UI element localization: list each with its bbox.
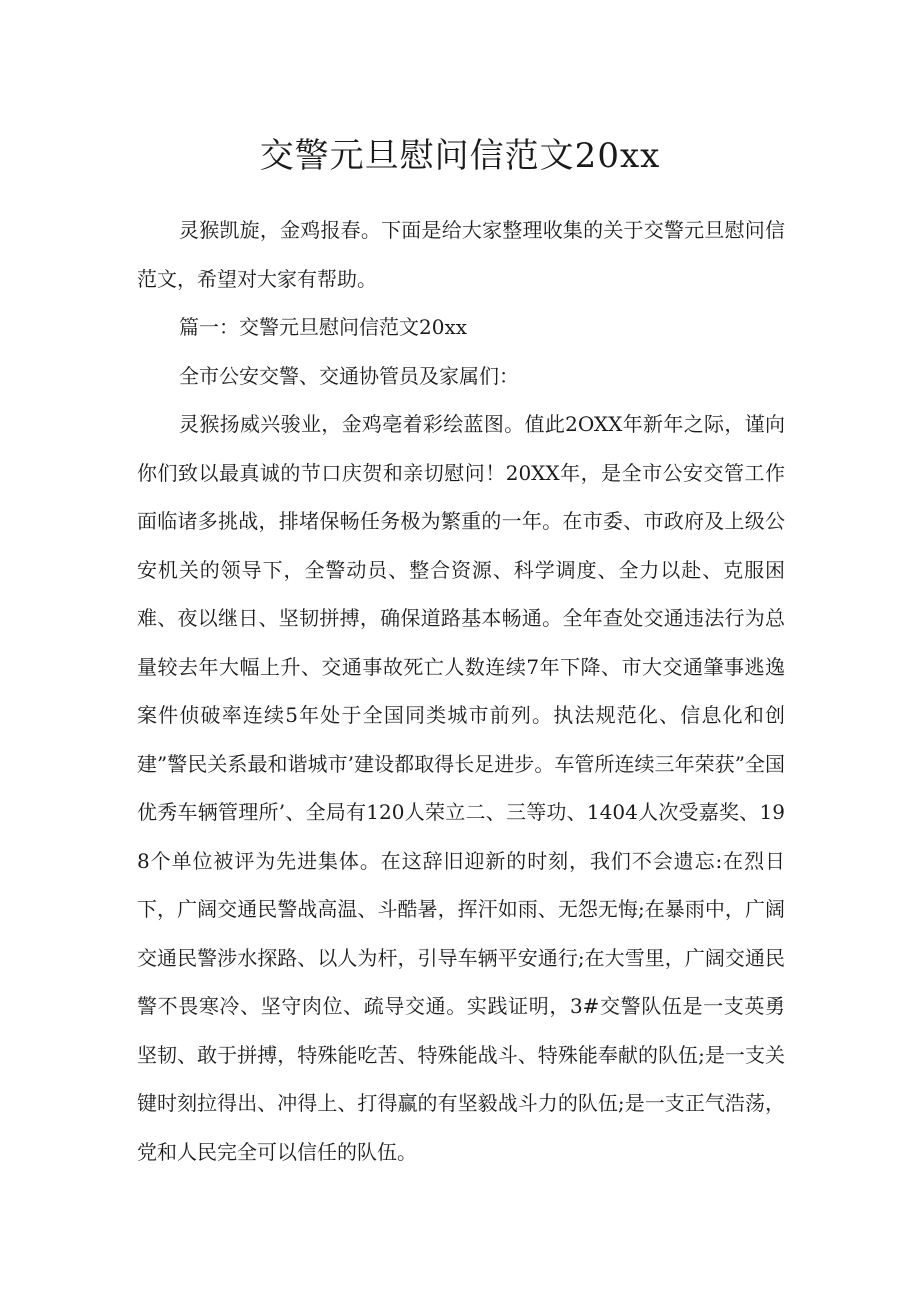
document-body [137,206,785,1176]
salutation: 全市公安交警、交通协管员及家属们： [179,363,519,388]
letter-body-paragraph: 灵猴扬威兴骏业，金鸡亳着彩绘蓝图。值此2OXX年新年之际，谨向你们致以最真诚的节口庆贺和亲切慰问！20XX年，是全市公安交管工作面临诸多挑战，排堵保畅任务极为繁重的一年。在市委、市政府及上级公安机关的领导下，全警动员、整合资源、科学调度、全力以赴、克服困难、夜以继日、坚韧拼搏，确保道路基本畅通。全年查处交通违法行为总量较去年大幅上升、交通事故死亡人数连续7年下降、市大交通肇事逃逸案件侦破率连续5年处于全国同类城市前列。执法规范化、信息化和创建”警民关系最和谐城市’建设都取得长足进步。车管所连续三年荣获”全国优秀车辆管理所’、全局有120人荣立二、三等功、1404人次受嘉奖、198个单位被评为先进集体。在这辞旧迎新的时刻，我们不会遗忘:在烈日下，广阔交通民警战高温、斗酷暑，挥汗如雨、无怨无悔;在暴雨中，广阔交通民警涉水探路、以人为杆，引导车辆平安通行;在大雪里，广阔交通民警不畏寒冷、坚守肉位、疏导交通。实践证明，3#交警队伍是一支英勇坚韧、敢于拼搏，特殊能吃苦、特殊能战斗、特殊能奉献的队伍;是一支关键时刻拉得出、冲得上、打得赢的有坚毅战斗力的队伍;是一支正气浩荡，党和人民完全可以信任的队伍。 [137,412,785,1164]
intro-paragraph: 灵猴凯旋，金鸡报春。下面是给大家整理收集的关于交警元旦慰问信范文，希望对大家有帮助。 [137,218,785,291]
section-heading: 篇一：交警元旦慰问信范文20xx [179,315,468,339]
document-title: 交警元旦慰问信范文20xx [259,136,661,176]
